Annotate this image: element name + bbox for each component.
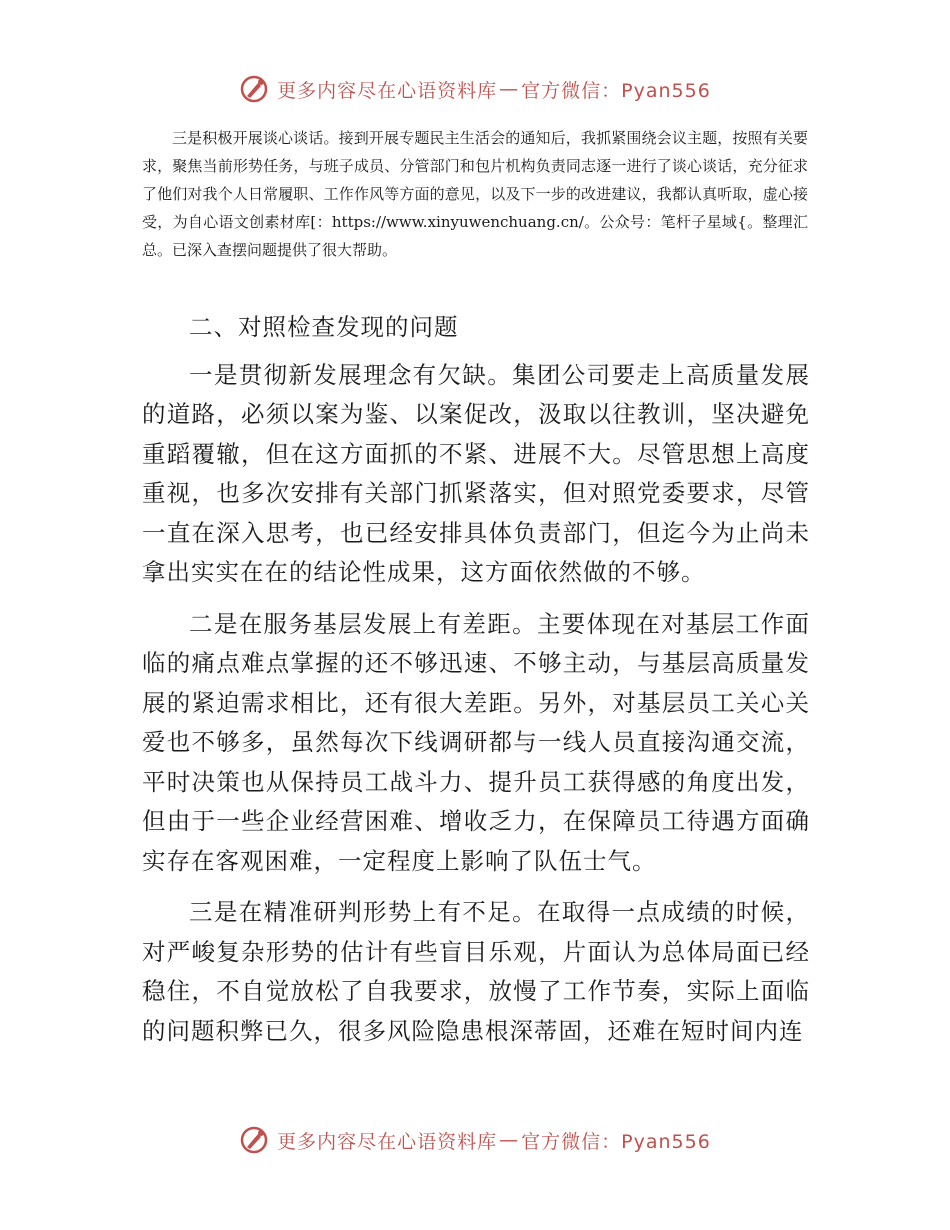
- paragraph-1: 一是贯彻新发展理念有欠缺。集团公司要走上高质量发展的道路，必须以案为鉴、以案促改，汲取以往教训，坚决避免重蹈覆辙，但在这方面抓的不紧、进展不大。尽管思想上高度重视，也多次安排有关部门抓紧落实，但对照党委要求，尽管一直在深入思考，也已经安排具体负责部门，但迄今为止尚未拿出实实在在的结论性成果，这方面依然做的不够。: [142, 360, 810, 586]
- header-watermark: [0, 74, 950, 104]
- watermark-separator: —: [499, 78, 520, 100]
- main-section: [142, 308, 810, 1063]
- intro-section: [142, 124, 808, 264]
- section-heading: 二、对照检查发现的问题: [189, 313, 459, 341]
- brush-logo-icon: [239, 74, 269, 104]
- watermark-text: 更多内容尽在心语资料库: [277, 79, 498, 102]
- watermark-wechat: 官方微信：Pyan556: [521, 1130, 711, 1153]
- watermark-text: 更多内容尽在心语资料库: [277, 1130, 498, 1153]
- intro-paragraph: 三是积极开展谈心谈话。接到开展专题民主生活会的通知后，我抓紧围绕会议主题，按照有关要求，聚焦当前形势任务，与班子成员、分管部门和包片机构负责同志逐一进行了谈心谈话，充分征求了他们对我个人日常履职、工作作风等方面的意见，以及下一步的改进建议，我都认真听取，虚心接受，为自心语文创素材库[：https://www.xinyuwenchuang.cn/。公众号：笔杆子星域{。整理汇总。已深入查摆问题提供了很大帮助。: [142, 129, 808, 259]
- watermark-wechat: 官方微信：Pyan556: [521, 79, 711, 102]
- footer-watermark: [0, 1125, 950, 1155]
- paragraph-2: 二是在服务基层发展上有差距。主要体现在对基层工作面临的痛点难点掌握的还不够迅速、不够主动，与基层高质量发展的紧迫需求相比，还有很大差距。另外，对基层员工关心关爱也不够多，虽然每次下线调研都与一线人员直接沟通交流，平时决策也从保持员工战斗力、提升员工获得感的角度出发，但由于一些企业经营困难、增收乏力，在保障员工待遇方面确实存在客观困难，一定程度上影响了队伍士气。: [142, 609, 810, 875]
- paragraph-3: 三是在精准研判形势上有不足。在取得一点成绩的时候，对严峻复杂形势的估计有些盲目乐观，片面认为总体局面已经稳住，不自觉放松了自我要求，放慢了工作节奏，实际上面临的问题积弊已久，很多风险隐患根深蒂固，还难在短时间内连: [142, 898, 810, 1045]
- watermark-separator: —: [499, 1129, 520, 1151]
- brush-logo-icon: [239, 1125, 269, 1155]
